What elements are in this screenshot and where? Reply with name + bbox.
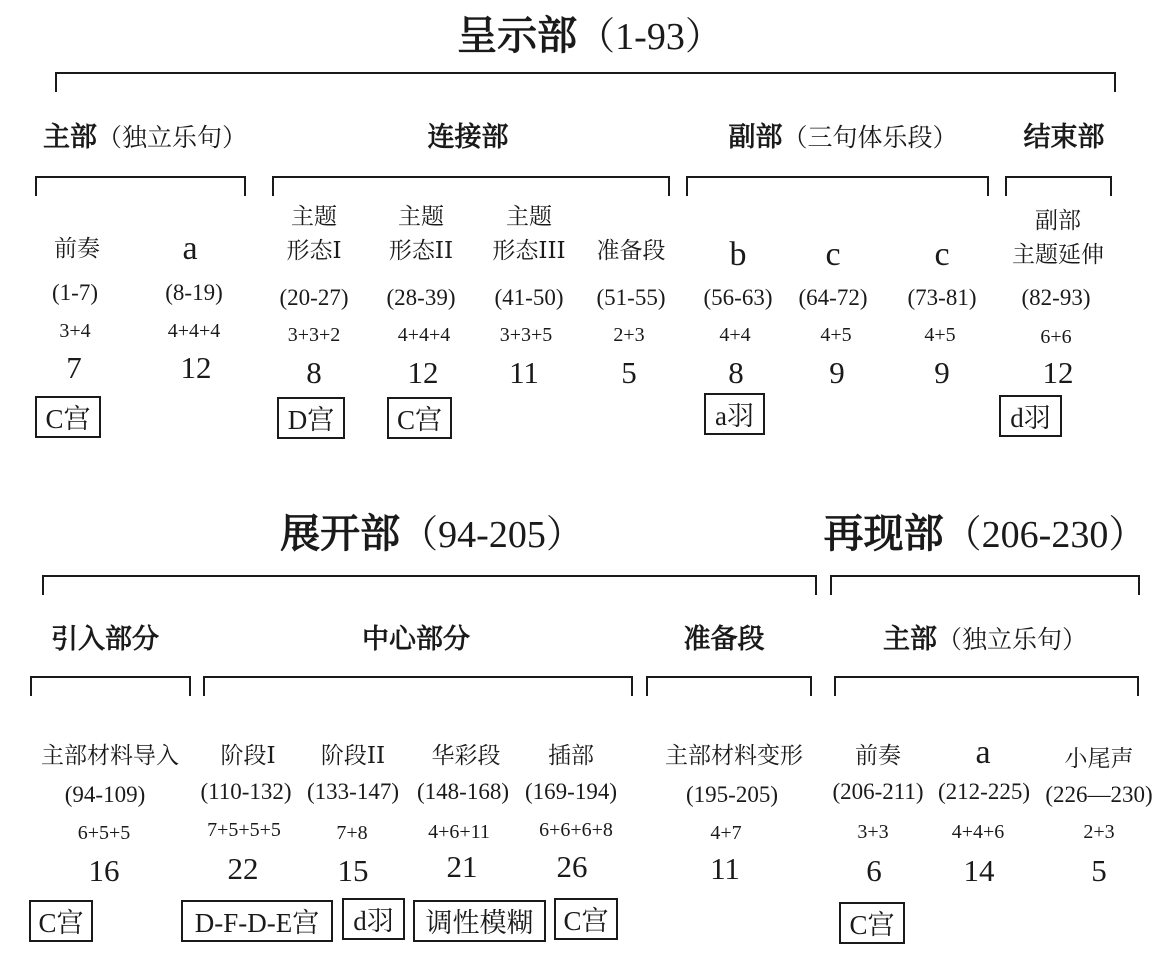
phrase-structure: 4+7 — [710, 822, 742, 844]
phrase-structure: 3+3+5 — [499, 324, 553, 346]
measure-count: 9 — [829, 355, 845, 390]
measure-range: (1-7) — [52, 280, 98, 305]
unit-label: 阶段I — [220, 743, 276, 769]
measure-range: (195-205) — [686, 782, 778, 807]
key-box: C宫 — [839, 902, 905, 944]
measure-range: (148-168) — [417, 779, 509, 804]
exposition-secondary-section: 副部（三句体乐段） — [728, 122, 958, 153]
phrase-structure: 4+4+6 — [951, 821, 1005, 843]
measure-count: 5 — [1091, 853, 1107, 888]
unit-label: 前奏 — [54, 236, 100, 262]
measure-count: 7 — [66, 350, 82, 385]
key-box: d羽 — [999, 395, 1062, 437]
measure-range: (20-27) — [279, 285, 349, 310]
unit-label: 前奏 — [855, 743, 901, 769]
exposition-transition-section: 连接部 — [427, 122, 509, 153]
phrase-structure: 3+4 — [59, 320, 91, 342]
unit-label: 主题 形态II — [388, 204, 454, 264]
development-title: 展开部（94-205） — [280, 511, 584, 557]
measure-count: 11 — [710, 851, 740, 886]
measure-count: 5 — [621, 355, 637, 390]
exposition-secondary-bracket — [686, 176, 989, 196]
measure-range: (82-93) — [1021, 285, 1091, 310]
measure-range: (212-225) — [938, 779, 1030, 804]
phrase-structure: 4+6+11 — [428, 821, 490, 843]
unit-label: 主题 形态III — [492, 204, 566, 264]
measure-range: (94-109) — [64, 782, 146, 807]
exposition-main-section: 主部（独立乐句） — [42, 122, 248, 153]
key-box: C宫 — [29, 900, 93, 942]
recapitulation-bracket — [830, 575, 1140, 595]
key-box: D宫 — [277, 397, 345, 439]
measure-range: (28-39) — [386, 285, 456, 310]
phrase-structure: 3+3 — [857, 821, 889, 843]
measure-range: (206-211) — [832, 779, 924, 804]
recapitulation-main-bracket — [834, 676, 1139, 696]
phrase-structure: 4+4+4 — [167, 320, 221, 342]
key-box: C宫 — [35, 396, 101, 438]
key-box: 调性模糊 — [413, 900, 546, 942]
recapitulation-title: 再现部（206-230） — [823, 511, 1147, 557]
exposition-transition-bracket — [272, 176, 670, 196]
measure-count: 15 — [337, 853, 369, 888]
phrase-structure: 2+3 — [613, 324, 645, 346]
phrase-structure: 7+8 — [336, 822, 368, 844]
key-box: d羽 — [342, 898, 405, 940]
recapitulation-main-section: 主部（独立乐句） — [882, 624, 1088, 655]
development-prep-section: 准备段 — [683, 624, 765, 655]
measure-range: (226—230) — [1045, 782, 1153, 807]
measure-range: (8-19) — [165, 280, 223, 305]
unit-label: 主部材料导入 — [41, 743, 179, 769]
measure-range: (51-55) — [596, 285, 666, 310]
phrase-structure: 4+5 — [820, 324, 852, 346]
measure-count: 12 — [180, 350, 212, 385]
exposition-title: 呈示部（1-93） — [457, 13, 723, 59]
measure-range: (64-72) — [798, 285, 868, 310]
measure-range: (56-63) — [703, 285, 773, 310]
unit-label: 华彩段 — [431, 743, 501, 769]
unit-label: 小尾声 — [1064, 746, 1134, 772]
measure-count: 21 — [446, 849, 478, 884]
key-box: C宫 — [554, 898, 618, 940]
unit-label: a — [975, 734, 991, 771]
development-center-bracket — [203, 676, 633, 696]
exposition-closing-section: 结束部 — [1023, 122, 1105, 153]
phrase-structure: 4+4 — [719, 324, 751, 346]
measure-count: 12 — [407, 355, 439, 390]
development-prep-bracket — [646, 676, 812, 696]
unit-label: 阶段II — [320, 743, 386, 769]
measure-range: (169-194) — [525, 779, 617, 804]
measure-count: 8 — [306, 355, 322, 390]
measure-count: 9 — [934, 355, 950, 390]
exposition-main-bracket — [35, 176, 246, 196]
unit-label: 主部材料变形 — [665, 743, 803, 769]
measure-count: 6 — [866, 853, 882, 888]
phrase-structure: 6+6+6+8 — [539, 819, 613, 841]
measure-range: (110-132) — [200, 779, 292, 804]
unit-label: 主题 形态I — [286, 204, 342, 264]
unit-label: 准备段 — [596, 238, 666, 264]
key-box: C宫 — [387, 397, 452, 439]
measure-count: 26 — [556, 849, 588, 884]
unit-label: c — [934, 236, 950, 273]
unit-label: a — [182, 230, 198, 267]
measure-count: 14 — [963, 853, 995, 888]
key-box: D-F-D-E宫 — [181, 900, 333, 942]
exposition-closing-bracket — [1005, 176, 1112, 196]
measure-range: (73-81) — [907, 285, 977, 310]
development-center-section: 中心部分 — [362, 624, 470, 655]
phrase-structure: 6+5+5 — [77, 822, 131, 844]
phrase-structure: 7+5+5+5 — [207, 819, 281, 841]
unit-label: 副部 主题延伸 — [1012, 208, 1104, 268]
key-box: a羽 — [704, 393, 765, 435]
unit-label: 插部 — [548, 743, 594, 769]
exposition-bracket — [55, 72, 1116, 92]
phrase-structure: 4+4+4 — [397, 324, 451, 346]
unit-label: c — [825, 236, 841, 273]
development-intro-bracket — [30, 676, 191, 696]
measure-count: 22 — [227, 851, 259, 886]
measure-count: 11 — [509, 355, 539, 390]
measure-range: (133-147) — [307, 779, 399, 804]
development-bracket — [42, 575, 817, 595]
measure-count: 16 — [88, 853, 120, 888]
measure-range: (41-50) — [494, 285, 564, 310]
measure-count: 8 — [728, 355, 744, 390]
unit-label: b — [729, 236, 747, 273]
phrase-structure: 2+3 — [1083, 821, 1115, 843]
phrase-structure: 3+3+2 — [287, 324, 341, 346]
phrase-structure: 4+5 — [924, 324, 956, 346]
development-intro-section: 引入部分 — [51, 624, 159, 655]
phrase-structure: 6+6 — [1040, 326, 1072, 348]
measure-count: 12 — [1042, 355, 1074, 390]
